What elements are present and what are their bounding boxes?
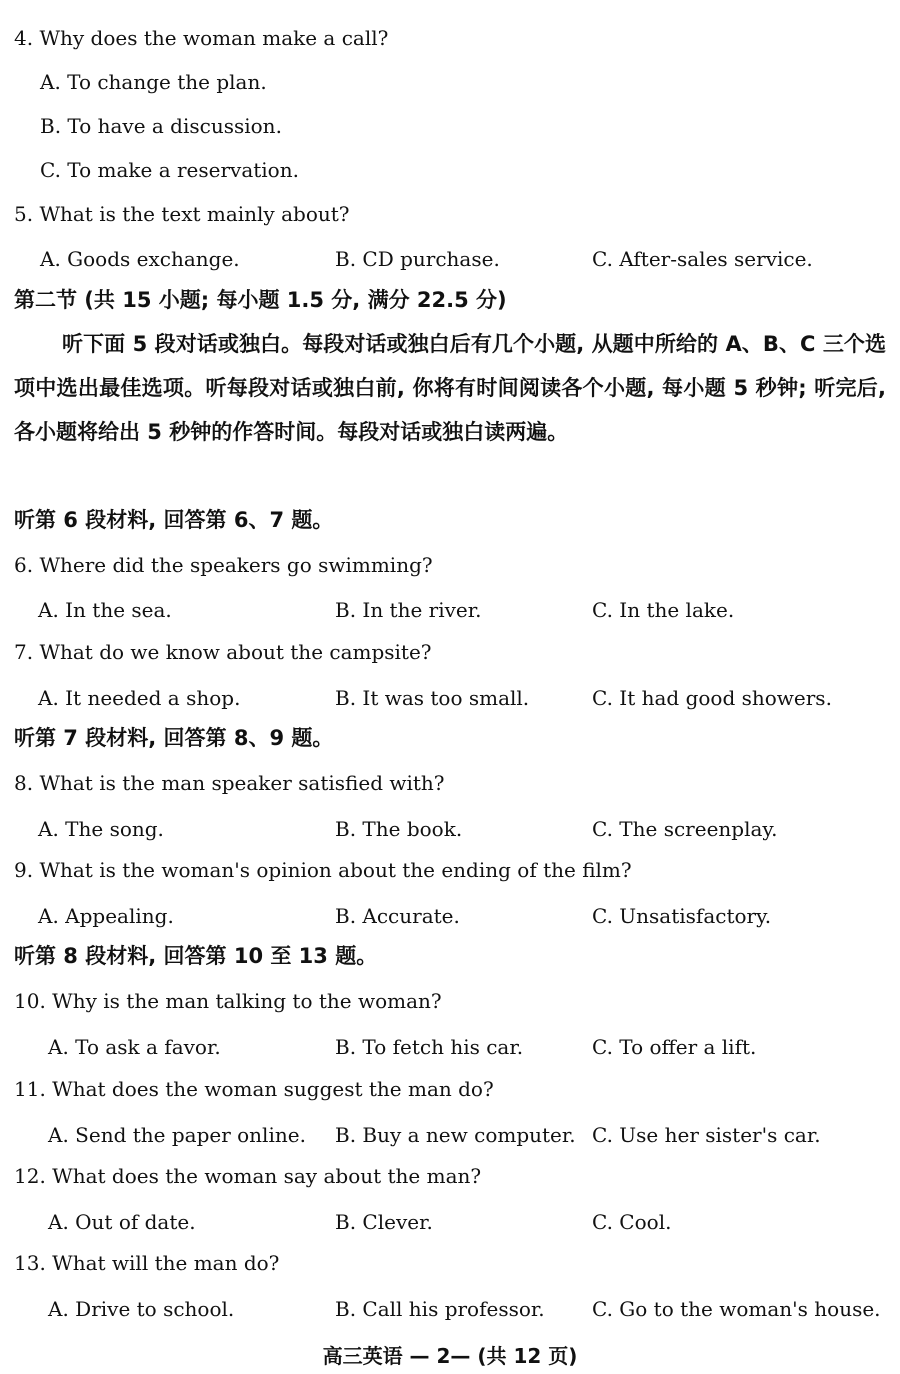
q13-option-a: A. Drive to school. <box>48 1297 235 1321</box>
q11-option-b: B. Buy a new computer. <box>335 1123 576 1147</box>
question-12: 12. What does the woman say about the man? <box>14 1164 482 1188</box>
material-6-heading: 听第 6 段材料, 回答第 6、7 题。 <box>14 508 334 532</box>
question-11: 11. What does the woman suggest the man do? <box>14 1077 494 1101</box>
question-4: 4. Why does the woman make a call? <box>14 26 389 50</box>
page-footer: 高三英语 — 2— (共 12 页) <box>322 1344 578 1368</box>
q8-options <box>0 817 900 841</box>
question-7: 7. What do we know about the campsite? <box>14 640 432 664</box>
question-13: 13. What will the man do? <box>14 1251 280 1275</box>
q8-option-a: A. The song. <box>38 817 164 841</box>
q10-option-a: A. To ask a favor. <box>48 1035 221 1059</box>
question-9: 9. What is the woman's opinion about the ending of the film? <box>14 858 632 882</box>
q6-options <box>0 598 900 622</box>
section-2-title: 第二节 (共 15 小题; 每小题 1.5 分, 满分 22.5 分) <box>14 288 507 312</box>
q9-option-c: C. Unsatisfactory. <box>592 904 772 928</box>
q8-option-c: C. The screenplay. <box>592 817 778 841</box>
q12-options <box>0 1210 900 1234</box>
q11-options <box>0 1123 900 1147</box>
q13-option-c: C. Go to the woman's house. <box>592 1297 881 1321</box>
q6-option-c: C. In the lake. <box>592 598 735 622</box>
q9-option-a: A. Appealing. <box>38 904 174 928</box>
q4-option-b: B. To have a discussion. <box>40 114 282 138</box>
q9-option-b: B. Accurate. <box>335 904 460 928</box>
q12-option-b: B. Clever. <box>335 1210 433 1234</box>
q7-option-b: B. It was too small. <box>335 686 530 710</box>
q4-option-a: A. To change the plan. <box>40 70 267 94</box>
q13-option-b: B. Call his professor. <box>335 1297 545 1321</box>
question-6: 6. Where did the speakers go swimming? <box>14 553 433 577</box>
q11-option-c: C. Use her sister's car. <box>592 1123 821 1147</box>
material-7-heading: 听第 7 段材料, 回答第 8、9 题。 <box>14 726 334 750</box>
q5-option-b: B. CD purchase. <box>335 247 500 271</box>
material-8-heading: 听第 8 段材料, 回答第 10 至 13 题。 <box>14 944 378 968</box>
q7-option-c: C. It had good showers. <box>592 686 832 710</box>
q11-option-a: A. Send the paper online. <box>48 1123 306 1147</box>
q8-option-b: B. The book. <box>335 817 463 841</box>
q5-option-a: A. Goods exchange. <box>40 247 240 271</box>
q4-option-c: C. To make a reservation. <box>40 158 299 182</box>
section-2-instructions: 听下面 5 段对话或独白。每段对话或独白后有几个小题, 从题中所给的 A、B、C 三个选项中选出最佳选项。听每段对话或独白前, 你将有时间阅读各个小题, 每小题 5 秒钟; 听完后, 各小题将给出 5 秒钟的作答时间。每段对话或独白读两遍。 <box>14 332 886 444</box>
q5-option-c: C. After-sales service. <box>592 247 813 271</box>
q6-option-b: B. In the river. <box>335 598 482 622</box>
question-8: 8. What is the man speaker satisfied with? <box>14 771 445 795</box>
q5-options <box>0 247 900 271</box>
q7-options <box>0 686 900 710</box>
q6-option-a: A. In the sea. <box>38 598 172 622</box>
q7-option-a: A. It needed a shop. <box>38 686 241 710</box>
q12-option-a: A. Out of date. <box>48 1210 196 1234</box>
q9-options <box>0 904 900 928</box>
q12-option-c: C. Cool. <box>592 1210 672 1234</box>
q10-option-b: B. To fetch his car. <box>335 1035 524 1059</box>
question-10: 10. Why is the man talking to the woman? <box>14 989 442 1013</box>
question-5: 5. What is the text mainly about? <box>14 202 350 226</box>
q13-options <box>0 1297 900 1321</box>
q10-option-c: C. To offer a lift. <box>592 1035 757 1059</box>
q10-options <box>0 1035 900 1059</box>
